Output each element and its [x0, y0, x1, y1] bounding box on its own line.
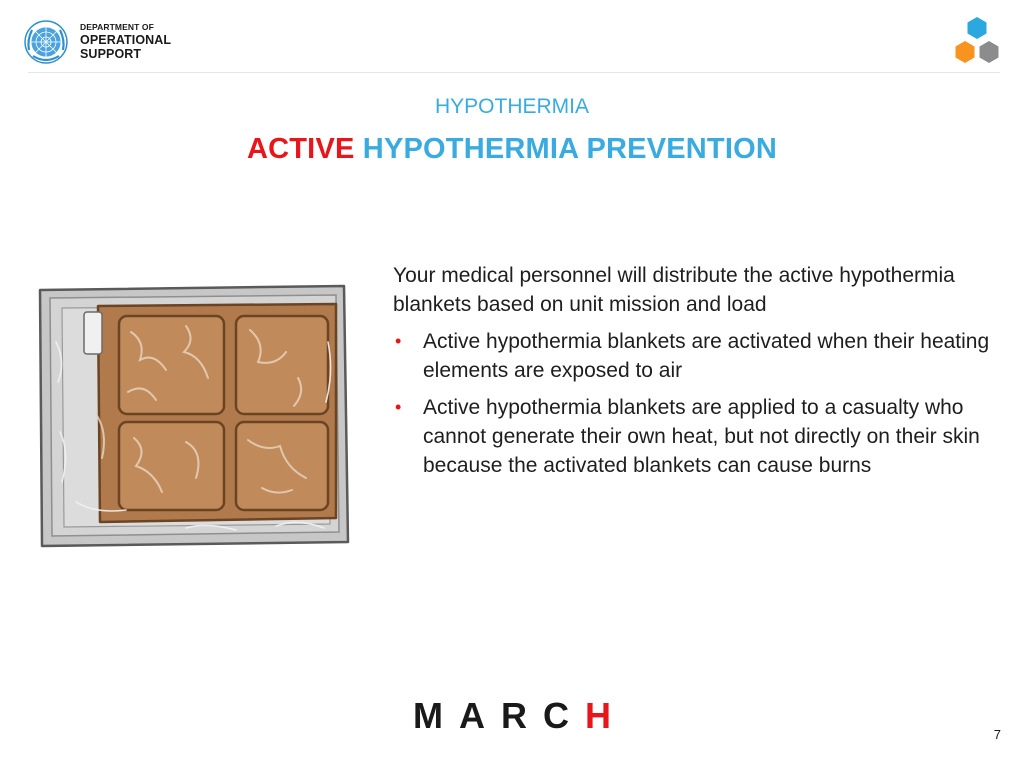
march-acronym [0, 695, 1024, 737]
march-letter-m: M [412, 695, 443, 736]
bullet-item [393, 327, 993, 385]
bullet-item [393, 393, 993, 480]
department-logo [24, 20, 171, 64]
hexagon-cluster-icon [952, 17, 1002, 65]
slide-title-highlight: ACTIVE [246, 133, 355, 165]
bullet-marker: • [395, 331, 402, 351]
department-name [80, 23, 171, 61]
march-letter-c: C [543, 695, 570, 736]
slide-title [0, 133, 1024, 166]
bullet-text: Active hypothermia blankets are activated when their heating elements are exposed to air [423, 330, 990, 382]
bullet-list [393, 327, 993, 480]
header-divider [28, 72, 1000, 73]
dept-line-1: DEPARTMENT OF [80, 22, 154, 33]
slide-title-rest: HYPOTHERMIA PREVENTION [362, 133, 777, 165]
intro-paragraph: Your medical personnel will distribute the active hypothermia blankets based on unit mission and load [393, 264, 955, 316]
section-title: HYPOTHERMIA [434, 95, 589, 118]
active-hypothermia-blanket-illustration [36, 282, 352, 550]
march-letter-r: R [501, 695, 527, 736]
page-number: 7 [993, 727, 1001, 742]
bullet-marker: • [395, 397, 402, 417]
dept-line-2: OPERATIONAL [80, 32, 172, 47]
dept-line-3: SUPPORT [80, 47, 142, 62]
march-letter-a: A [458, 695, 485, 736]
body-content [393, 261, 993, 488]
march-letter-h-highlighted: H [585, 695, 612, 736]
un-emblem-icon [24, 20, 68, 64]
bullet-text: Active hypothermia blankets are applied to a casualty who cannot generate their own heat, but not directly on their skin because the activated blankets can cause burns [423, 396, 980, 477]
